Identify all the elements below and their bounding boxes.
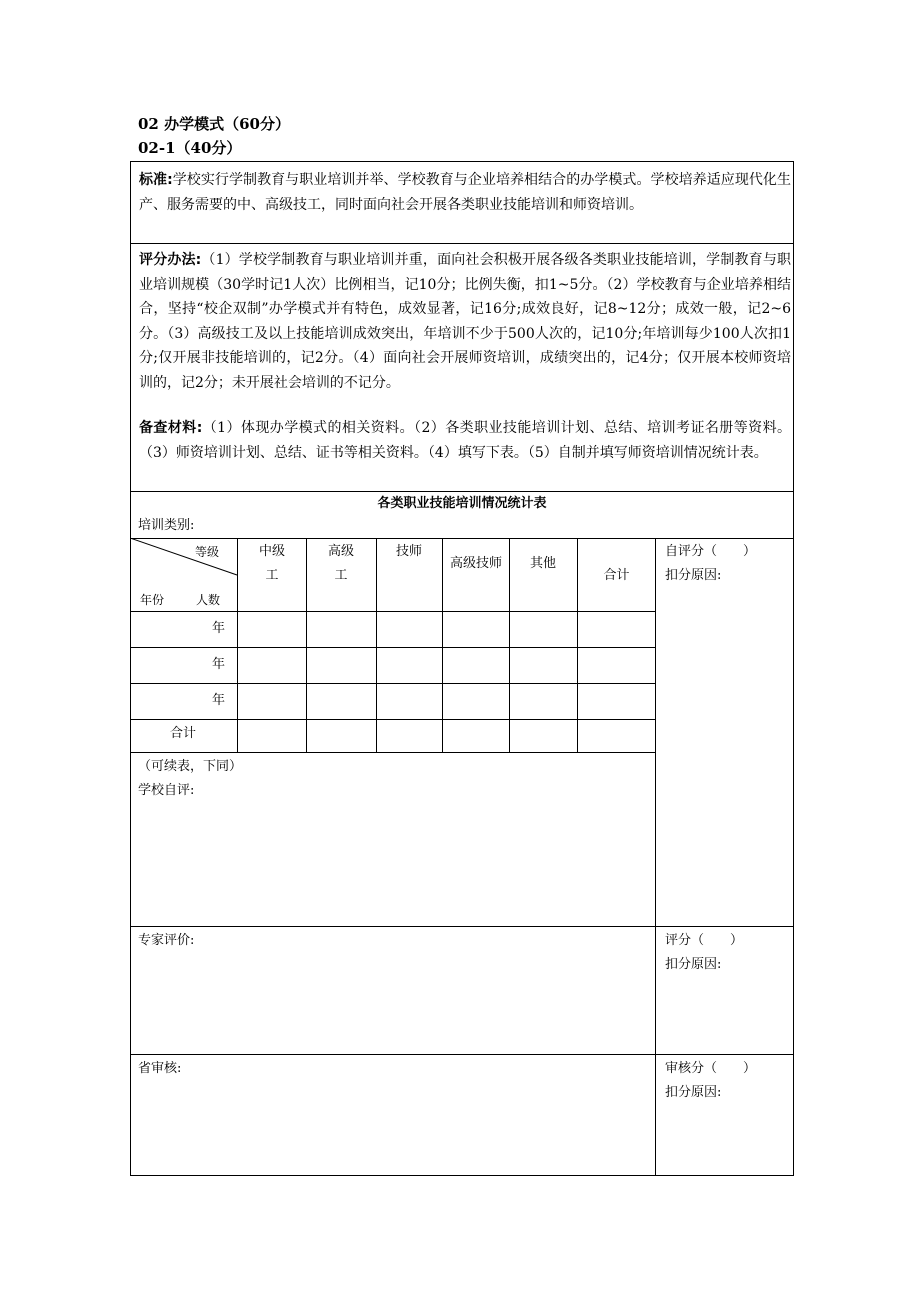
diag-year-label: 年份 xyxy=(140,593,165,607)
col-header: 技师 xyxy=(395,544,422,559)
school-eval-label: 学校自评: xyxy=(138,783,195,798)
training-category-label: 培训类别: xyxy=(138,518,195,533)
scoring-paragraph xyxy=(139,248,791,395)
grid-line xyxy=(130,752,655,753)
divider xyxy=(655,538,656,1176)
standard-label: 标准: xyxy=(139,172,173,188)
divider xyxy=(130,926,794,927)
row-label-year: 年 xyxy=(212,693,226,708)
self-deduction-reason-label: 扣分原因: xyxy=(665,568,722,583)
scoring-label: 评分办法: xyxy=(139,252,202,268)
grid-line xyxy=(376,538,377,752)
scoring-text: （1）学校学制教育与职业培训并重，面向社会积极开展各级各类职业技能培训，学制教育与职业培训规模（30学时记1人次）比例相当，记10分；比例失衡，扣1~5分。（2）学校教育与企业培养相结合，坚持“校企双制”办学模式并有特色，成效显著，记16分;成效良好，记8~12分；成效一般，记2~6分。（3）高级技工及以上技能培训成效突出，年培训不少于500人次的，记10分;年培训每少100人次扣1分;仅开展非技能培训的，记2分。（4）面向社会开展师资培训，成绩突出的，记4分；仅开展本校师资培训的，记2分；未开展社会培训的不记分。 xyxy=(139,252,791,391)
diag-count-label: 人数 xyxy=(196,593,221,607)
materials-label: 备查材料: xyxy=(139,420,203,436)
section-heading: 02 办学模式（60分） xyxy=(138,115,290,133)
col-header: 其他 xyxy=(529,556,556,571)
self-score-label: 自评分（ ） xyxy=(665,544,757,559)
standard-text: 学校实行学制教育与职业培训并举、学校教育与企业培养相结合的办学模式。学校培养适应现代化生产、服务需要的中、高级技工，同时面向社会开展各类职业技能培训和师资培训。 xyxy=(139,172,791,213)
materials-text: （1）体现办学模式的相关资料。（2）各类职业技能培训计划、总结、培训考证名册等资料。（3）师资培训计划、总结、证书等相关资料。（4）填写下表。（5）自制并填写师资培训情况统计表。 xyxy=(139,420,792,461)
col-header: 中级工 xyxy=(258,544,285,583)
continue-note: （可续表，下同） xyxy=(138,759,243,774)
row-label-total: 合计 xyxy=(170,726,197,741)
divider xyxy=(130,1054,794,1055)
row-label-year: 年 xyxy=(212,657,226,672)
expert-deduction-reason-label: 扣分原因: xyxy=(665,957,722,972)
col-header: 高级技师 xyxy=(449,556,502,571)
province-review-label: 省审核: xyxy=(138,1061,182,1076)
grid-line xyxy=(509,538,510,752)
standard-paragraph xyxy=(139,168,791,217)
diag-grade-label: 等级 xyxy=(195,545,220,559)
materials-paragraph xyxy=(139,416,791,465)
table-title: 各类职业技能培训情况统计表 xyxy=(377,496,547,511)
col-header: 高级工 xyxy=(327,544,354,583)
row-label-year: 年 xyxy=(212,621,226,636)
col-header: 合计 xyxy=(603,568,630,583)
expert-score-label: 评分（ ） xyxy=(665,933,744,948)
grid-line xyxy=(306,538,307,752)
divider xyxy=(130,243,794,244)
province-score-label: 审核分（ ） xyxy=(665,1061,757,1076)
expert-eval-label: 专家评价: xyxy=(138,933,195,948)
subsection-heading: 02-1（40分） xyxy=(138,139,242,157)
province-deduction-reason-label: 扣分原因: xyxy=(665,1085,722,1100)
